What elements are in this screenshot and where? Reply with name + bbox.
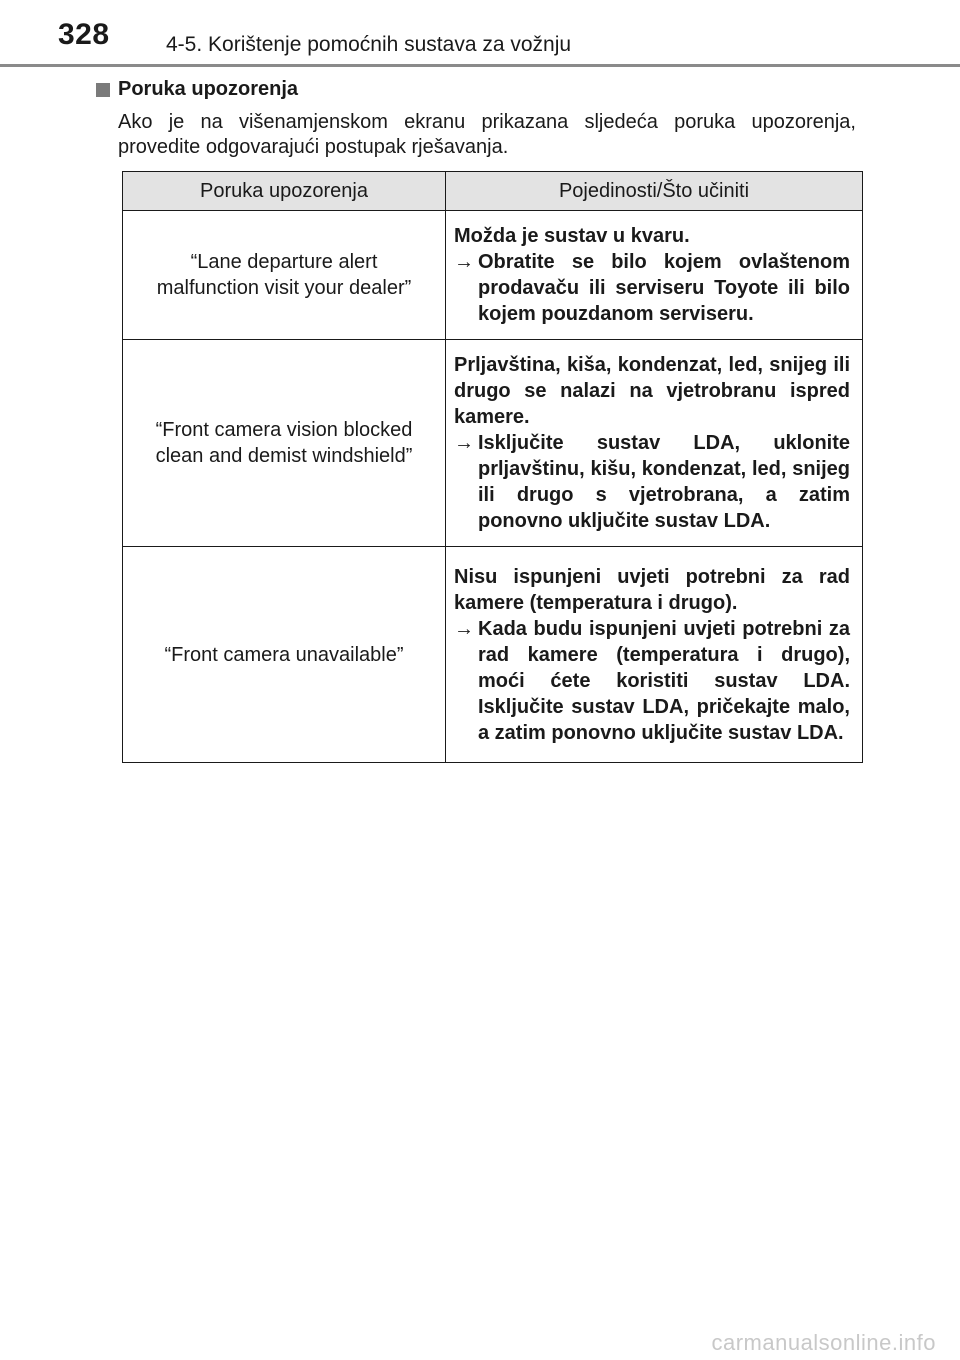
action-item xyxy=(454,430,850,534)
warning-messages-table xyxy=(122,171,863,763)
section-heading-text: Poruka upozorenja xyxy=(118,78,299,100)
arrow-right-icon: → xyxy=(454,617,474,640)
column-header-details: Pojedinosti/Što učiniti xyxy=(446,172,863,211)
cause-text: Možda je sustav u kvaru. xyxy=(454,225,690,247)
cause-text: Prljavština, kiša, kondenzat, led, snijeg ili drugo se nalazi na vjetrobranu ispred kamere. xyxy=(454,354,850,428)
intro-paragraph: Ako je na višenamjenskom ekranu prikazana sljedeća poruka upozorenja, provedite odgovarajući postupak rješavanja. xyxy=(118,111,856,158)
table-row xyxy=(123,340,863,547)
details-cell xyxy=(446,547,863,763)
chapter-title: 4-5. Korištenje pomoćnih sustava za vožnju xyxy=(166,33,572,56)
action-item xyxy=(454,249,850,327)
details-cell xyxy=(446,211,863,340)
table-row xyxy=(123,547,863,763)
cause-text: Nisu ispunjeni uvjeti potrebni za rad kamere (temperatura i drugo). xyxy=(454,565,850,614)
page-number: 328 xyxy=(58,18,110,51)
action-text: Isključite sustav LDA, uklonite prljavštinu, kišu, kondenzat, led, snijeg ili drugo s vjetrobrana, a zatim ponovno uključite sustav LDA. xyxy=(478,432,850,532)
warning-message-cell: “Front camera vision blocked clean and demist windshield” xyxy=(123,340,446,547)
warning-message-cell: “Front camera unavailable” xyxy=(123,547,446,763)
header-rule xyxy=(0,64,960,67)
arrow-right-icon: → xyxy=(454,251,474,273)
action-text: Kada budu ispunjeni uvjeti potrebni za rad kamere (temperatura i drugo), moći ćete koristiti sustav LDA. Isključite sustav LDA, pričekajte malo, a zatim ponovno uključite sustav LDA. xyxy=(478,617,850,744)
warning-message-cell: “Lane departure alert malfunction visit your dealer” xyxy=(123,211,446,340)
section-heading xyxy=(96,78,298,101)
page-header xyxy=(0,0,960,66)
table-row xyxy=(123,211,863,340)
square-bullet-icon xyxy=(96,83,110,97)
action-text: Obratite se bilo kojem ovlaštenom prodavaču ili serviseru Toyote ili bilo kojem pouzdanom serviseru. xyxy=(478,251,850,325)
action-item xyxy=(454,616,850,746)
table-header-row xyxy=(123,172,863,211)
arrow-right-icon: → xyxy=(454,432,474,454)
watermark: carmanualsonline.info xyxy=(711,1330,936,1355)
details-cell xyxy=(446,340,863,547)
column-header-message: Poruka upozorenja xyxy=(123,172,446,211)
